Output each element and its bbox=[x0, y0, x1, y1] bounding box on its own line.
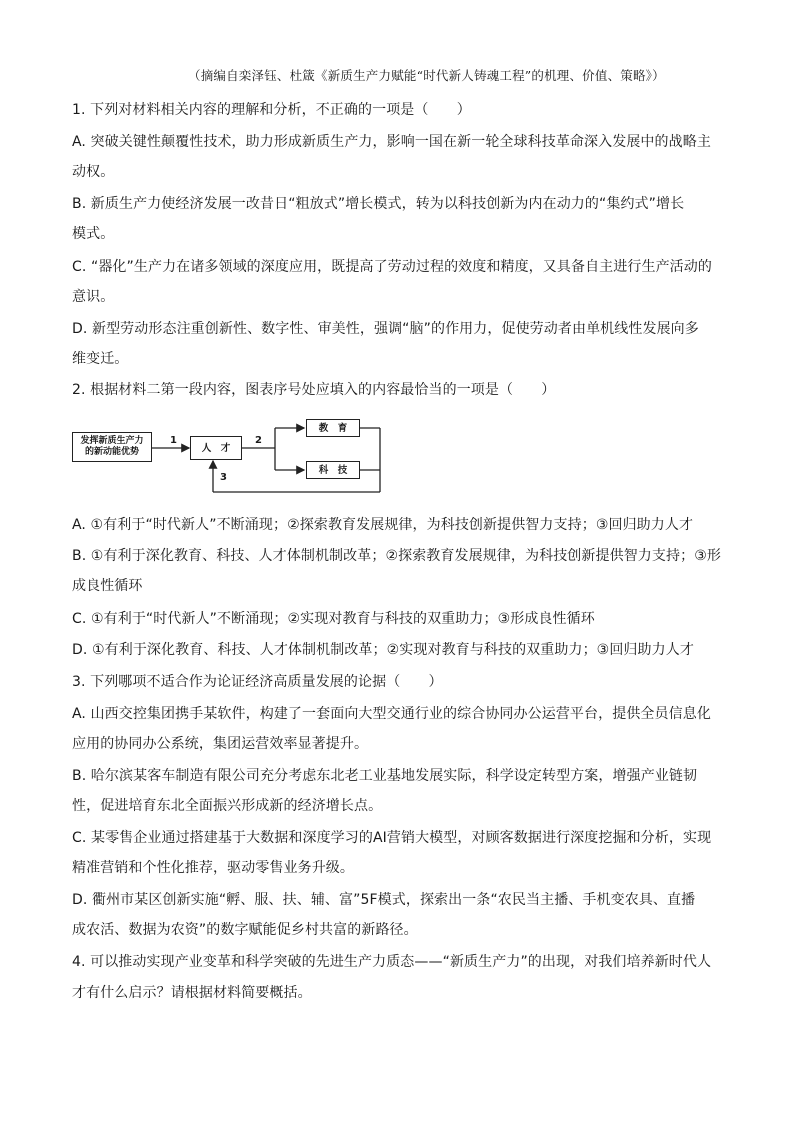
q1-option-a-line1: A. 突破关键性颠覆性技术，助力形成新质生产力，影响一国在新一轮全球科技革命深入发展中的战略主 bbox=[72, 134, 711, 150]
q2-option-a: A. ①有利于“时代新人”不断涌现；②探索教育发展规律，为科技创新提供智力支持；③回归助力人才 bbox=[72, 517, 694, 533]
flow-diagram bbox=[72, 418, 392, 498]
q3-option-a-line2: 应用的协同办公系统，集团运营效率显著提升。 bbox=[72, 736, 369, 752]
q3-stem: 3. 下列哪项不适合作为论证经济高质量发展的论据（ ） bbox=[72, 674, 443, 690]
box-talent: 人 才 bbox=[190, 436, 242, 460]
source-citation: （摘编自栾泽钰、杜箴《新质生产力赋能“时代新人铸魂工程”的机理、价值、策略》） bbox=[188, 68, 665, 83]
q3-option-d-line1: D. 衢州市某区创新实施“孵、服、扶、辅、富”5F模式，探索出一条“农民当主播、手机变农具、直播 bbox=[72, 892, 696, 908]
box-start-line1: 发挥新质生产力 bbox=[80, 436, 144, 446]
q3-option-c-line2: 精准营销和个性化推荐，驱动零售业务升级。 bbox=[72, 860, 354, 876]
box-education: 教 育 bbox=[306, 419, 360, 437]
box-start-line2: 的新动能优势 bbox=[84, 447, 139, 457]
q3-option-d-line2: 成农活、数据为农资”的数字赋能促乡村共富的新路径。 bbox=[72, 922, 418, 938]
q1-option-a-line2: 动权。 bbox=[72, 164, 115, 180]
q1-option-b-line2: 模式。 bbox=[72, 226, 115, 242]
q1-option-d-line1: D. 新型劳动形态注重创新性、数字性、审美性，强调“脑”的作用力，促使劳动者由单机线性发展向多 bbox=[72, 321, 699, 337]
box-technology: 科 技 bbox=[306, 461, 360, 479]
box-new-productivity bbox=[72, 432, 152, 462]
q4-stem-line2: 才有什么启示？请根据材料简要概括。 bbox=[72, 985, 312, 1001]
q2-stem: 2. 根据材料二第一段内容，图表序号处应填入的内容最恰当的一项是（ ） bbox=[72, 382, 556, 398]
q4-stem-line1: 4. 可以推动实现产业变革和科学突破的先进生产力质态——“新质生产力”的出现，对我们培养新时代人 bbox=[72, 954, 712, 970]
q2-option-b-line2: 成良性循环 bbox=[72, 578, 143, 594]
label-3: 3 bbox=[220, 472, 227, 483]
q1-option-c-line1: C. “器化”生产力在诸多领域的深度应用，既提高了劳动过程的效度和精度，又具备自主进行生产活动的 bbox=[72, 259, 712, 275]
q1-stem: 1. 下列对材料相关内容的理解和分析，不正确的一项是（ ） bbox=[72, 102, 471, 118]
q1-option-c-line2: 意识。 bbox=[72, 289, 115, 305]
q3-option-b-line2: 性，促进培育东北全面振兴形成新的经济增长点。 bbox=[72, 798, 383, 814]
q1-option-d-line2: 维变迁。 bbox=[72, 351, 129, 367]
q3-option-c-line1: C. 某零售企业通过搭建基于大数据和深度学习的AI营销大模型，对顾客数据进行深度挖掘和分析，实现 bbox=[72, 830, 712, 846]
q1-option-b-line1: B. 新质生产力使经济发展一改昔日“粗放式”增长模式，转为以科技创新为内在动力的“集约式”增长 bbox=[72, 196, 685, 212]
q3-option-a-line1: A. 山西交控集团携手某软件，构建了一套面向大型交通行业的综合协同办公运营平台，提供全员信息化 bbox=[72, 706, 711, 722]
q2-option-c: C. ①有利于“时代新人”不断涌现；②实现对教育与科技的双重助力；③形成良性循环 bbox=[72, 611, 595, 627]
label-2: 2 bbox=[255, 435, 262, 446]
q2-option-d: D. ①有利于深化教育、科技、人才体制机制改革；②实现对教育与科技的双重助力；③回归助力人才 bbox=[72, 642, 694, 658]
q2-option-b-line1: B. ①有利于深化教育、科技、人才体制机制改革；②探索教育发展规律，为科技创新提供智力支持；③形 bbox=[72, 548, 721, 564]
label-1: 1 bbox=[170, 435, 177, 446]
q3-option-b-line1: B. 哈尔滨某客车制造有限公司充分考虑东北老工业基地发展实际，科学设定转型方案，增强产业链韧 bbox=[72, 768, 698, 784]
